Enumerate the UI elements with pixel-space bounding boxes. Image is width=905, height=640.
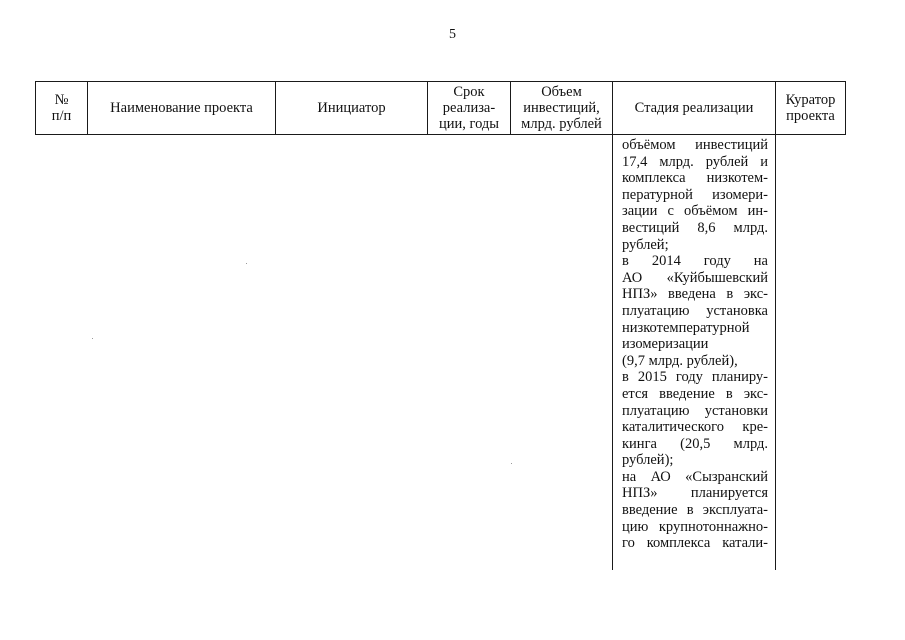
stage-description: [613, 135, 775, 552]
cell-investment-volume: [511, 135, 613, 571]
stage-text-line: АО «Куйбышевский: [622, 269, 768, 286]
table-header-row: [36, 82, 846, 135]
header-project-name: [88, 82, 276, 135]
cell-initiator: [276, 135, 428, 571]
projects-table: [35, 81, 846, 570]
stage-text-line: ется введение в экс-: [622, 385, 768, 402]
stage-text-line: плуатацию установка: [622, 302, 768, 319]
header-line: Инициатор: [317, 100, 386, 116]
stage-text-line: (9,7 млрд. рублей),: [622, 352, 738, 369]
table-row: [36, 135, 846, 571]
cell-curator: [776, 135, 846, 571]
header-number: [36, 82, 88, 135]
stage-text-line: комплекса низкотем-: [622, 170, 768, 187]
header-term: [428, 82, 511, 135]
cell-number: [36, 135, 88, 571]
stage-text-line: НПЗ» введена в экс-: [622, 286, 768, 303]
header-line: п/п: [51, 108, 72, 124]
cell-project-name: [88, 135, 276, 571]
stage-text-line: объёмом инвестиций: [622, 137, 768, 153]
stage-text-line: пературной изомери-: [622, 186, 768, 203]
header-curator: [776, 82, 846, 135]
scan-speck: [246, 263, 247, 264]
header-line: ции, годы: [438, 116, 500, 132]
header-initiator: [276, 82, 428, 135]
header-line: Объем: [541, 84, 582, 100]
scan-speck: [511, 463, 512, 464]
stage-text-line: плуатацию установки: [622, 402, 768, 419]
stage-text-line: вестиций 8,6 млрд.: [622, 219, 768, 236]
cell-implementation-stage: [613, 135, 776, 571]
header-investment-volume: [511, 82, 613, 135]
header-line: проекта: [786, 108, 835, 124]
stage-text-line: изомеризации: [622, 336, 709, 353]
stage-text-line: НПЗ» планируется: [622, 485, 768, 502]
header-line: Наименование проекта: [110, 100, 253, 116]
header-line: №: [54, 92, 69, 108]
stage-text-line: зации с объёмом ин-: [622, 203, 768, 220]
header-line: Срок: [453, 84, 485, 100]
stage-text-line: в 2014 году на: [622, 253, 768, 270]
stage-text-line: цию крупнотоннажно-: [622, 518, 768, 535]
stage-text-line: каталитического кре-: [622, 419, 768, 436]
stage-text-line: низкотемпературной: [622, 319, 750, 336]
stage-text-line: введение в эксплуата-: [622, 502, 768, 519]
header-line: Стадия реализации: [634, 100, 754, 116]
stage-text-line: 17,4 млрд. рублей и: [622, 153, 768, 170]
stage-text-line: рублей;: [622, 236, 669, 253]
stage-text-line: в 2015 году планиру-: [622, 369, 768, 386]
header-line: Куратор: [785, 92, 836, 108]
stage-text-line: го комплекса катали-: [622, 535, 768, 552]
page-number: 5: [449, 27, 456, 42]
header-line: реализа-: [442, 100, 496, 116]
stage-text-line: кинга (20,5 млрд.: [622, 435, 768, 452]
header-line: млрд. рублей: [521, 116, 602, 132]
header-implementation-stage: [613, 82, 776, 135]
stage-text-line: рублей);: [622, 452, 674, 469]
cell-term: [428, 135, 511, 571]
stage-text-line: на АО «Сызранский: [622, 468, 768, 485]
scan-speck: [92, 338, 93, 339]
header-line: инвестиций,: [523, 100, 600, 116]
